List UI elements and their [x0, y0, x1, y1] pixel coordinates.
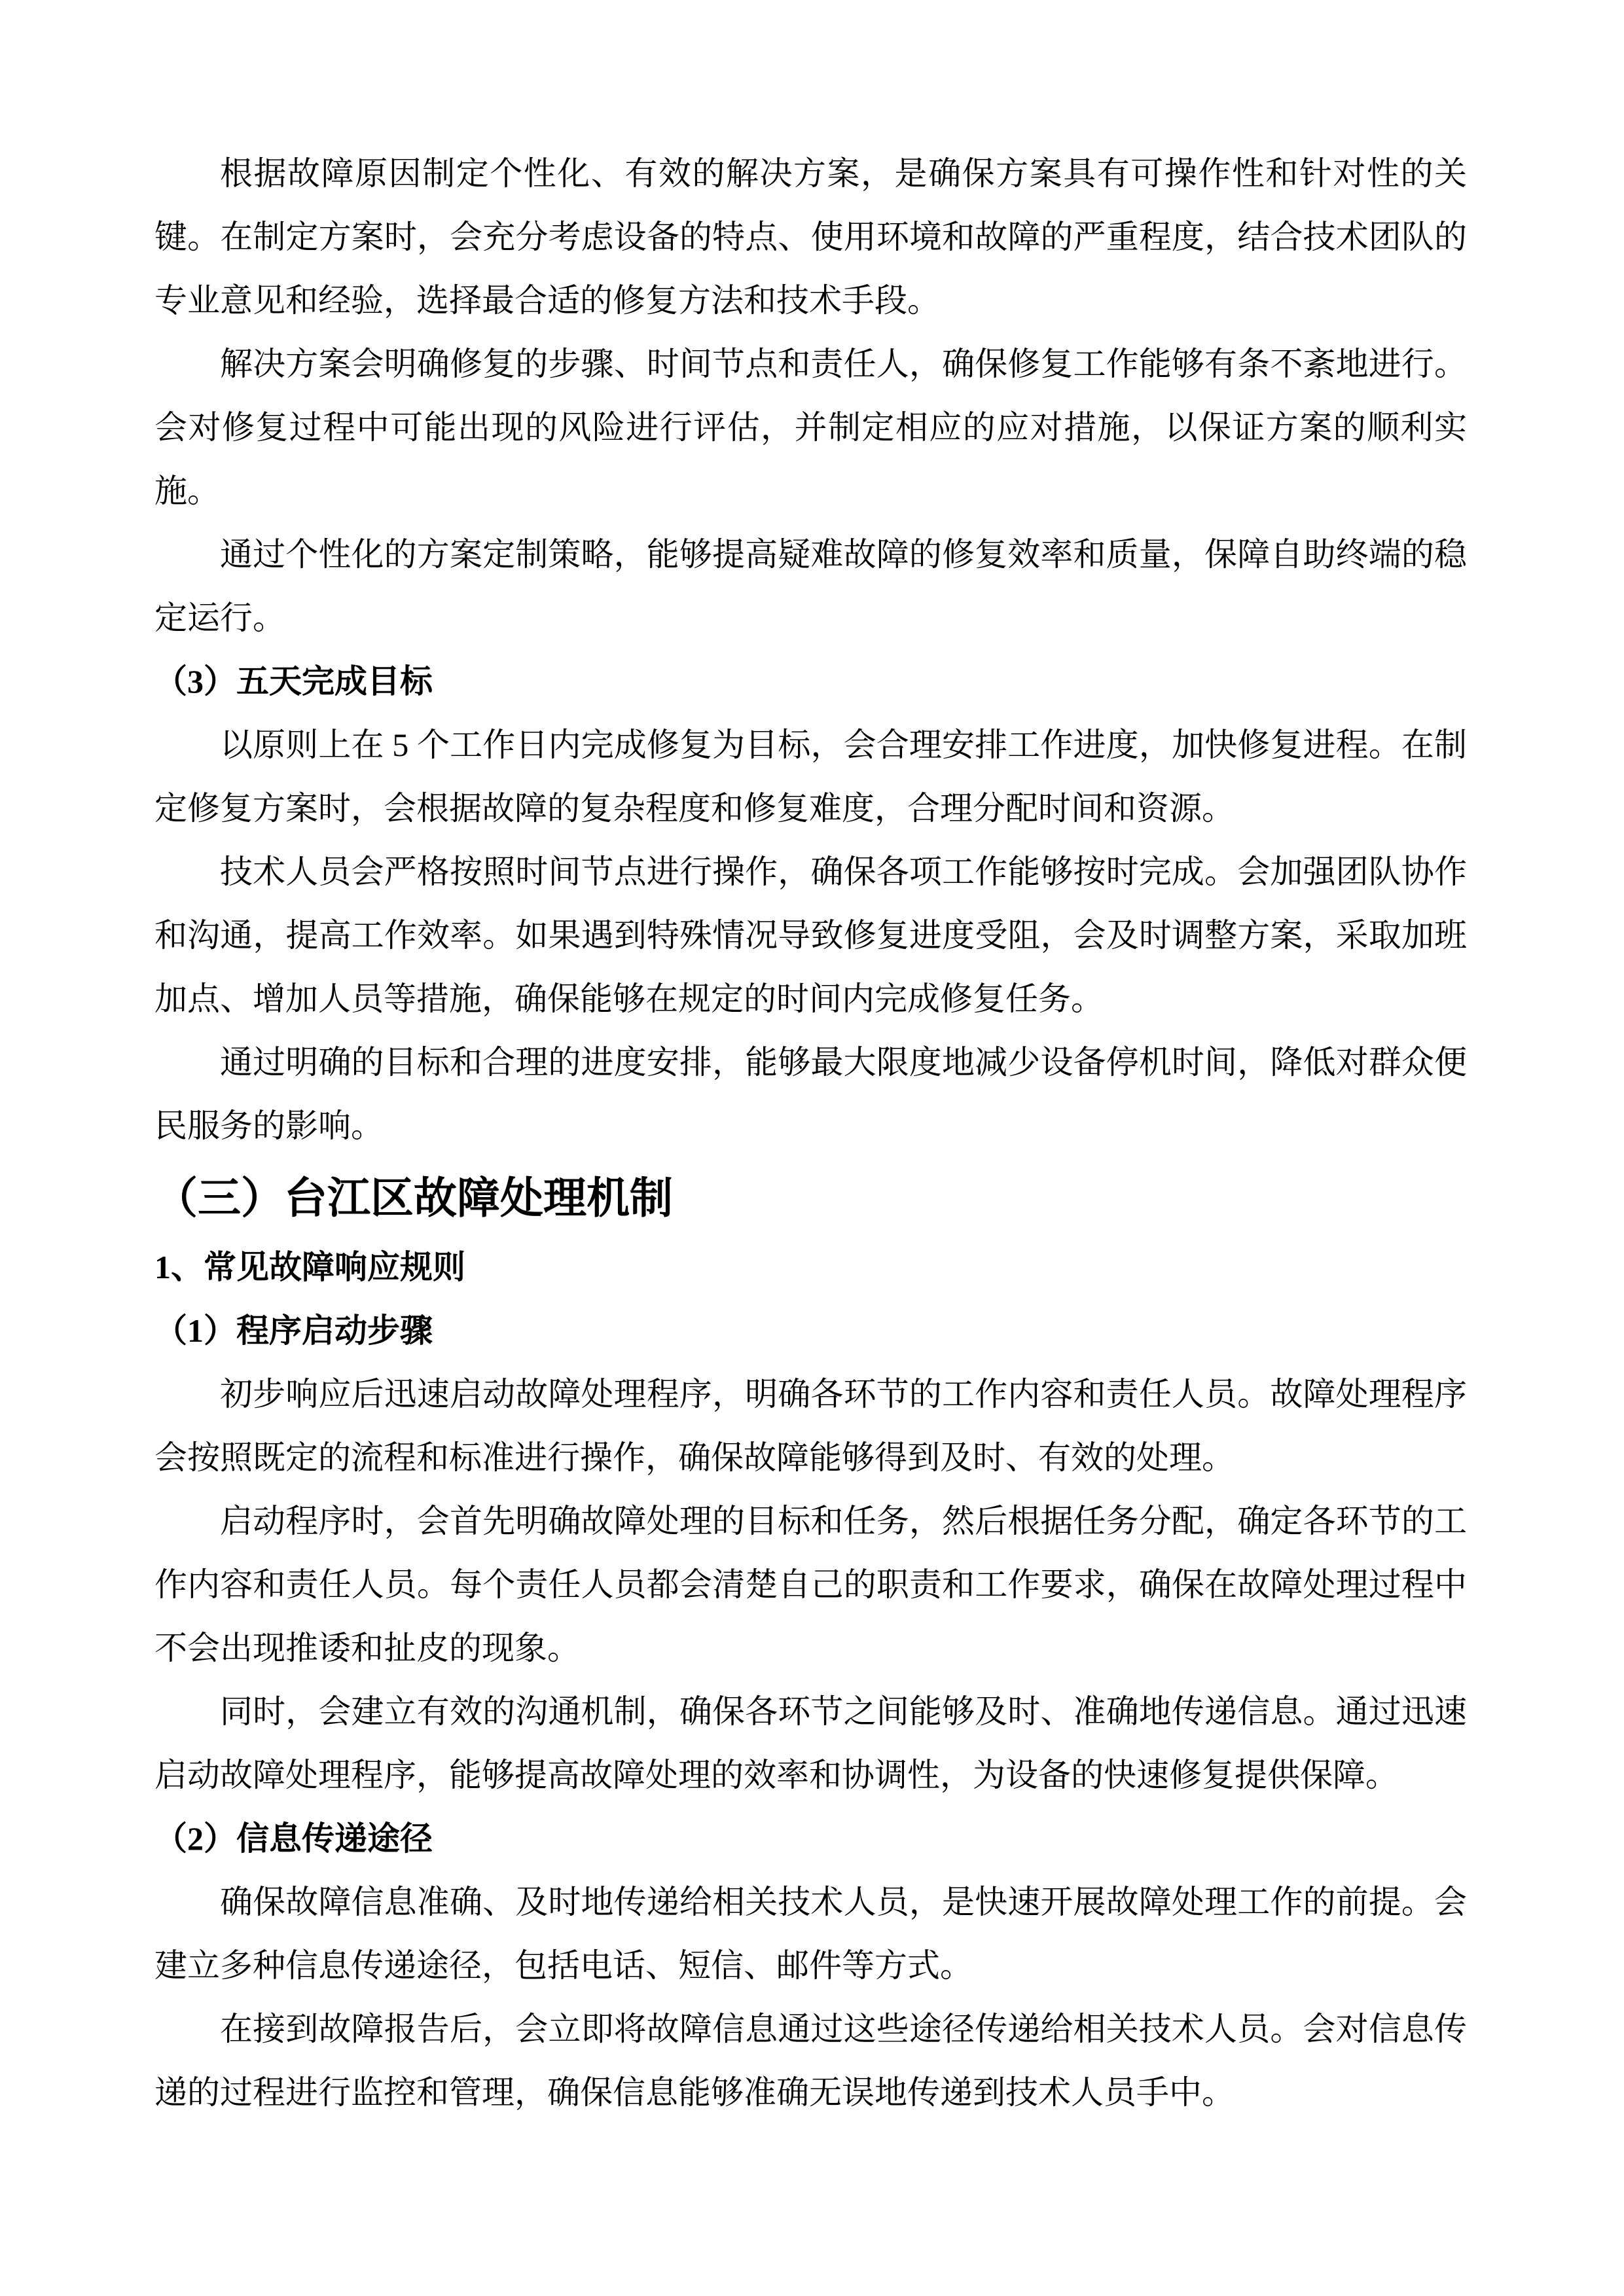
heading-five-day-goal: （3）五天完成目标 [154, 663, 433, 700]
paragraph-info-monitoring: 在接到故障报告后，会立即将故障信息通过这些途径传递给相关技术人员。会对信息传递的过程进行监控和管理，确保信息能够准确无误地传递到技术人员手中。 [154, 2011, 1467, 2111]
heading-common-fault-rules: 1、常见故障响应规则 [154, 1249, 465, 1285]
paragraph-initial-response: 初步响应后迅速启动故障处理程序，明确各环节的工作内容和责任人员。故障处理程序会按照既定的流程和标准进行操作，确保故障能够得到及时、有效的处理。 [154, 1376, 1467, 1476]
paragraph-schedule-discipline: 技术人员会严格按照时间节点进行操作，确保各项工作能够按时完成。会加强团队协作和沟通，提高工作效率。如果遇到特殊情况导致修复进度受阻，会及时调整方案，采取加班加点、增加人员等措施，确保能够在规定的时间内完成修复任务。 [154, 853, 1467, 1017]
paragraph-program-launch: 启动程序时，会首先明确故障处理的目标和任务，然后根据任务分配，确定各环节的工作内容和责任人员。每个责任人员都会清楚自己的职责和工作要求，确保在故障处理过程中不会出现推诿和扯皮的现象。 [154, 1503, 1467, 1666]
paragraph-info-channels: 确保故障信息准确、及时地传递给相关技术人员，是快速开展故障处理工作的前提。会建立多种信息传递途径，包括电话、短信、邮件等方式。 [154, 1884, 1467, 1984]
paragraph-five-day-plan: 以原则上在 5 个工作日内完成修复为目标，会合理安排工作进度，加快修复进程。在制定修复方案时，会根据故障的复杂程度和修复难度，合理分配时间和资源。 [154, 726, 1467, 827]
paragraph-custom-strategy: 通过个性化的方案定制策略，能够提高疑难故障的修复效率和质量，保障自助终端的稳定运行。 [154, 536, 1467, 636]
paragraph-communication-mechanism: 同时，会建立有效的沟通机制，确保各环节之间能够及时、准确地传递信息。通过迅速启动故障处理程序，能够提高故障处理的效率和协调性，为设备的快速修复提供保障。 [154, 1693, 1467, 1793]
document-content [154, 142, 1467, 2125]
heading-info-transfer-channels: （2）信息传递途径 [154, 1820, 433, 1857]
paragraph-solution-steps: 解决方案会明确修复的步骤、时间节点和责任人，确保修复工作能够有条不紊地进行。会对修复过程中可能出现的风险进行评估，并制定相应的应对措施，以保证方案的顺利实施。 [154, 346, 1467, 509]
paragraph-downtime-reduction: 通过明确的目标和合理的进度安排，能够最大限度地减少设备停机时间，降低对群众便民服务的影响。 [154, 1044, 1467, 1144]
heading-program-start-steps: （1）程序启动步骤 [154, 1312, 433, 1349]
heading-taijiang-mechanism: （三）台江区故障处理机制 [154, 1175, 673, 1223]
paragraph-solution-design: 根据故障原因制定个性化、有效的解决方案，是确保方案具有可操作性和针对性的关键。在制定方案时，会充分考虑设备的特点、使用环境和故障的严重程度，结合技术团队的专业意见和经验，选择最合适的修复方法和技术手段。 [154, 155, 1467, 319]
